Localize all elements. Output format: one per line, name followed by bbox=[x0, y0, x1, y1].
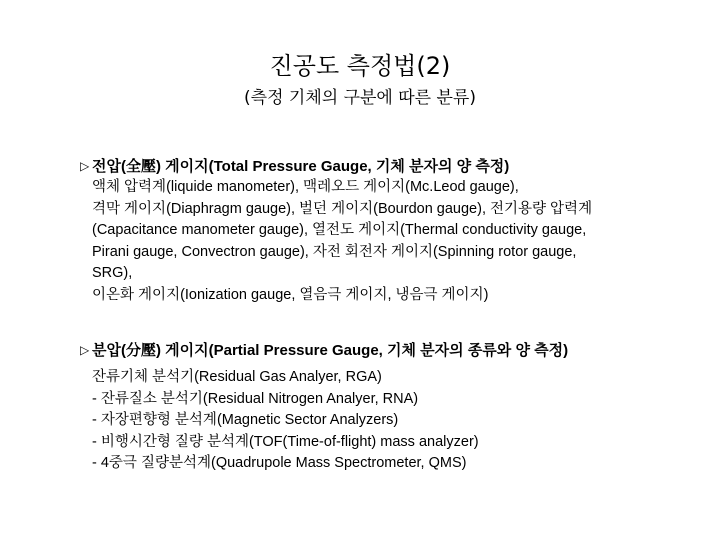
list-item: 액체 압력계(liquide manometer), 맥레오드 게이지(Mc.Leod gauge), bbox=[92, 179, 519, 195]
bullet-arrow-icon: ▷ bbox=[80, 343, 90, 357]
list-item: 격막 게이지(Diaphragm gauge), 벌던 게이지(Bourdon gauge), 전기용량 압력계 bbox=[92, 200, 593, 217]
list-item: 잔류기체 분석기(Residual Gas Analyer, RGA) bbox=[92, 369, 382, 385]
total-pressure-heading: 전압(全壓) 게이지(Total Pressure Gauge, 기체 분자의 양 측정) bbox=[92, 158, 510, 175]
list-item: - 4중극 질량분석계(Quadrupole Mass Spectrometer, QMS) bbox=[92, 455, 467, 471]
partial-pressure-heading-row bbox=[80, 340, 680, 361]
total-pressure-section bbox=[80, 156, 680, 306]
slide-subtitle: (측정 기체의 구분에 따른 분류) bbox=[244, 88, 476, 108]
list-item: Pirani gauge, Convectron gauge), 자전 회전자 게이지(Spinning rotor gauge, bbox=[92, 243, 577, 260]
list-item: - 잔류질소 분석기(Residual Nitrogen Analyer, RNA) bbox=[92, 390, 419, 407]
list-item: - 비행시간형 질량 분석계(TOF(Time-of-flight) mass analyzer) bbox=[92, 433, 479, 450]
list-item: 이온화 게이지(Ionization gauge, 열음극 게이지, 냉음극 게이지) bbox=[92, 286, 489, 303]
list-item: SRG), bbox=[92, 265, 133, 281]
partial-pressure-section bbox=[80, 340, 680, 475]
total-pressure-heading-row bbox=[80, 156, 680, 177]
partial-pressure-heading: 분압(分壓) 게이지(Partial Pressure Gauge, 기체 분자의 종류와 양 측정) bbox=[92, 342, 569, 359]
slide-title: 진공도 측정법(2) bbox=[269, 52, 451, 80]
list-item: (Capacitance manometer gauge), 열전도 게이지(Thermal conductivity gauge, bbox=[92, 222, 587, 238]
bullet-arrow-icon: ▷ bbox=[80, 159, 90, 173]
list-item: - 자장편향형 분석계(Magnetic Sector Analyzers) bbox=[92, 412, 399, 428]
